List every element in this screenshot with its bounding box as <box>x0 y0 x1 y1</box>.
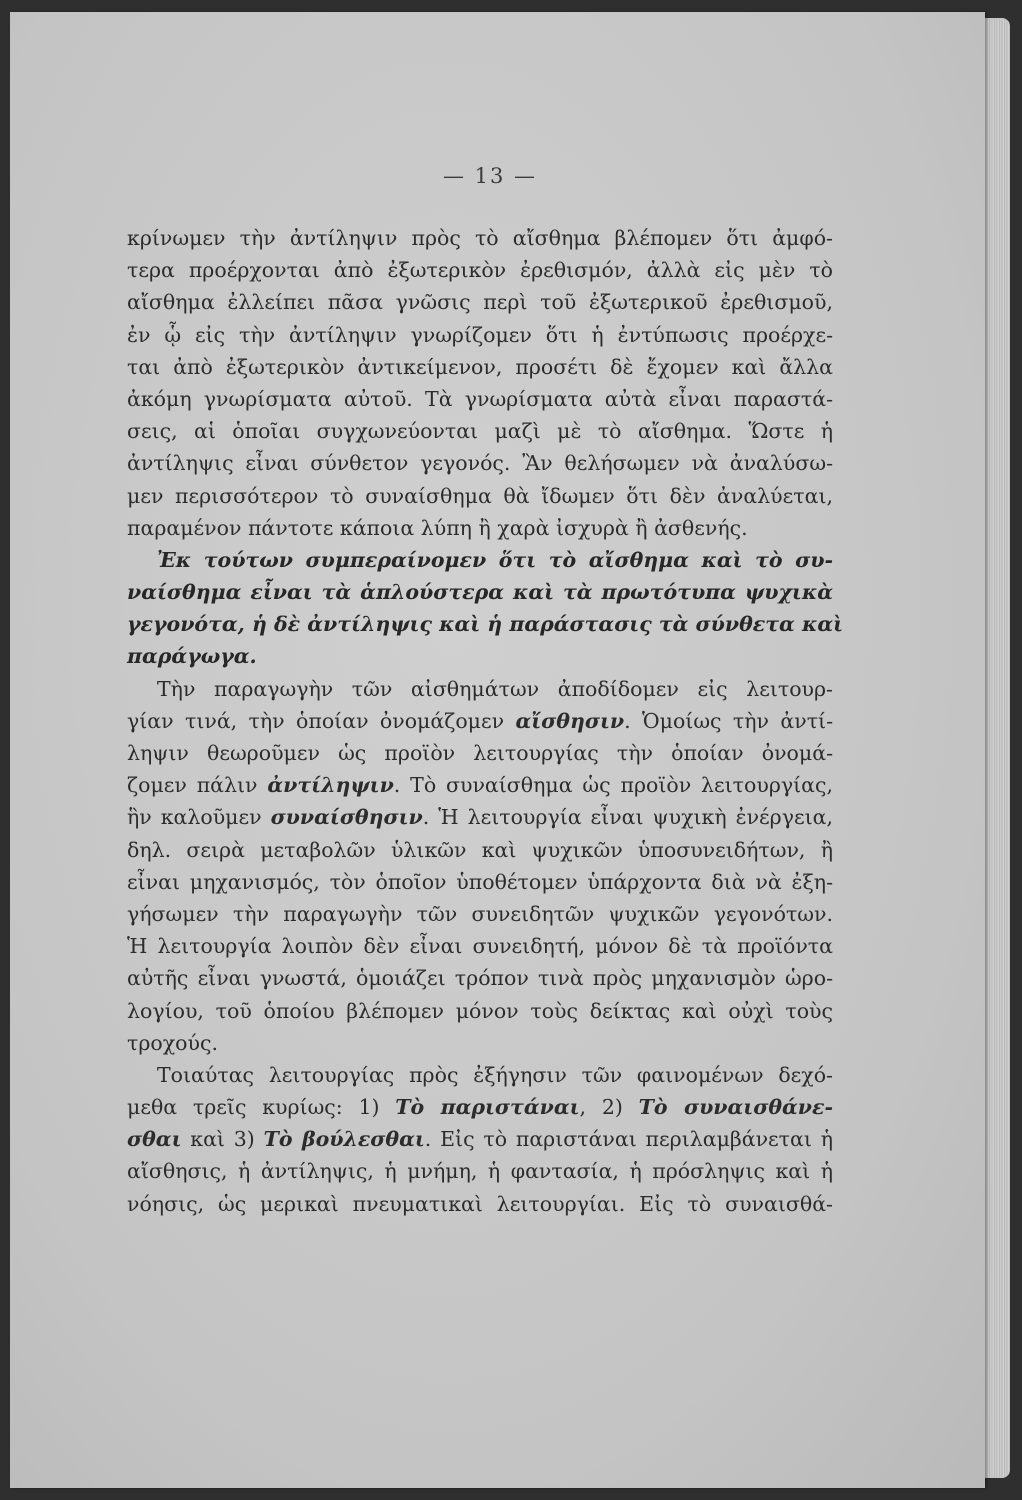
line-text: , 2) <box>579 1095 639 1120</box>
text-line <box>127 254 833 286</box>
text-line <box>127 1123 833 1155</box>
text-line <box>127 286 833 318</box>
line-text: Ἡ λειτουργία λοιπὸν δὲν εἶναι συνειδητή, μόνον δὲ τὰ προϊόντα <box>127 934 833 959</box>
text-line <box>127 930 833 962</box>
line-text: Ἐκ τούτων συμπεραίνομεν ὅτι τὸ αἴσθημα καὶ τὸ συ- <box>157 547 833 572</box>
line-text: κρίνωμεν τὴν ἀντίληψιν πρὸς τὸ αἴσθημα βλέπομεν ὅτι ἀμφό- <box>127 226 833 250</box>
line-text: ἀκόμη γνωρίσματα αὐτοῦ. Τὰ γνωρίσματα αὐτὰ εἶναι παραστά- <box>127 386 833 411</box>
text-line <box>127 576 833 608</box>
emphasized-term: συναίσθησιν <box>270 805 423 830</box>
text-line <box>127 1155 833 1187</box>
text-line <box>127 737 833 769</box>
line-text: τερα προέρχονται ἀπὸ ἐξωτερικὸν ἐρεθισμόν, ἀλλὰ εἰς μὲν τὸ <box>127 258 833 283</box>
line-text: παράγωγα. <box>127 644 257 669</box>
line-text: τροχούς. <box>127 1030 218 1055</box>
line-text: . Τὸ συναίσθημα ὡς προϊὸν λειτουργίας, <box>393 773 833 798</box>
line-text: παραμένον πάντοτε κάποια λύπη ἢ χαρὰ ἰσχυρὰ ἢ ἀσθενής. <box>127 515 748 540</box>
line-text: νόησις, ὡς μερικαὶ πνευματικαὶ λειτουργίαι. Εἰς τὸ συναισθά- <box>127 1191 833 1216</box>
line-text: ἣν καλοῦμεν <box>127 805 271 830</box>
text-line <box>127 1091 833 1123</box>
text-line <box>127 866 833 898</box>
line-text: . Ὁμοίως τὴν ἀντί- <box>624 708 834 733</box>
emphasized-term: Τὸ συναισθάνε- <box>638 1095 833 1120</box>
text-line <box>127 319 833 351</box>
line-text: ναίσθημα εἶναι τὰ ἁπλούστερα καὶ τὰ πρωτότυπα ψυχικὰ <box>127 580 833 605</box>
text-line <box>127 801 833 833</box>
emphasized-term: σθαι <box>127 1127 182 1152</box>
text-line <box>127 962 833 994</box>
text-line <box>127 480 833 512</box>
line-text: ἀντίληψις εἶναι σύνθετον γεγονός. Ἂν θελήσωμεν νὰ ἀναλύσω- <box>127 451 833 476</box>
text-line <box>127 898 833 930</box>
text-line <box>127 544 833 576</box>
line-text: ζομεν πάλιν <box>127 773 268 798</box>
line-text: αἴσθησις, ἡ ἀντίληψις, ἡ μνήμη, ἡ φαντασία, ἡ πρόσληψις καὶ ἡ <box>127 1159 833 1184</box>
line-text: δηλ. σειρὰ μεταβολῶν ὑλικῶν καὶ ψυχικῶν ὑποσυνειδήτων, ἢ <box>127 837 833 862</box>
line-text: καὶ 3) <box>181 1127 264 1152</box>
text-line <box>127 415 833 447</box>
line-text: γήσωμεν τὴν παραγωγὴν τῶν συνειδητῶν ψυχικῶν γεγονότων. <box>127 901 833 926</box>
text-line <box>127 769 833 801</box>
text-line <box>127 608 844 640</box>
text-line <box>127 1188 833 1220</box>
emphasized-term: αἴσθησιν <box>515 708 625 733</box>
line-text: ἐν ᾧ εἰς τὴν ἀντίληψιν γνωρίζομεν ὅτι ἡ ἐντύπωσις προέρχε- <box>127 322 833 347</box>
text-line <box>127 512 833 544</box>
text-line <box>127 447 833 479</box>
line-text: Τοιαύτας λειτουργίας πρὸς ἐξήγησιν τῶν φαινομένων δεχό- <box>157 1062 833 1087</box>
line-text: ληψιν θεωροῦμεν ὡς προϊὸν λειτουργίας τὴν ὁποίαν ὀνομά- <box>127 741 833 765</box>
line-text: αἴσθημα ἐλλείπει πᾶσα γνῶσις περὶ τοῦ ἐξωτερικοῦ ἐρεθισμοῦ, <box>127 290 833 315</box>
line-text: ται ἀπὸ ἐξωτερικὸν ἀντικείμενον, προσέτι δὲ ἔχομεν καὶ ἄλλα <box>127 354 833 379</box>
emphasized-term: ἀντίληψιν <box>267 773 394 798</box>
line-text: εἶναι μηχανισμός, τὸν ὁποῖον ὑποθέτομεν ὑπάρχοντα διὰ νὰ ἐξη- <box>127 869 833 894</box>
page-number: — 13 — <box>442 164 538 188</box>
emphasized-term: Τὸ παριστάναι <box>395 1095 580 1120</box>
text-line <box>127 222 833 254</box>
line-text: μεθα τρεῖς κυρίως: 1) <box>127 1095 396 1120</box>
line-text: . Ἡ λειτουργία εἶναι ψυχικὴ ἐνέργεια, <box>422 805 833 830</box>
line-text: γεγονότα, ἡ δὲ ἀντίληψις καὶ ἡ παράστασις τὰ σύνθετα καὶ <box>127 612 844 637</box>
text-line <box>127 351 833 383</box>
text-line <box>127 705 833 737</box>
line-text: γίαν τινά, τὴν ὁποίαν ὀνομάζομεν <box>127 708 516 733</box>
book-page <box>10 12 985 1488</box>
line-text: Τὴν παραγωγὴν τῶν αἰσθημάτων ἀποδίδομεν εἰς λειτουρ- <box>157 676 833 701</box>
emphasized-term: Τὸ βούλεσθαι <box>263 1127 425 1152</box>
text-line <box>127 995 833 1027</box>
text-line <box>127 1059 833 1091</box>
line-text: αὐτῆς εἶναι γνωστά, ὁμοιάζει τρόπον τινὰ πρὸς μηχανισμὸν ὡρο- <box>127 966 833 991</box>
text-line <box>127 834 833 866</box>
line-text: . Εἰς τὸ παριστάναι περιλαμβάνεται ἡ <box>424 1127 833 1152</box>
text-line <box>127 640 833 672</box>
text-line <box>127 383 833 415</box>
line-text: λογίου, τοῦ ὁποίου βλέπομεν μόνον τοὺς δείκτας καὶ οὐχὶ τοὺς <box>127 998 833 1023</box>
body-text <box>127 222 844 1220</box>
text-line <box>127 673 833 705</box>
line-text: μεν περισσότερον τὸ συναίσθημα θὰ ἴδωμεν ὅτι δὲν ἀναλύεται, <box>127 483 833 508</box>
line-text: σεις, αἱ ὁποῖαι συγχωνεύονται μαζὶ μὲ τὸ αἴσθημα. Ὥστε ἡ <box>127 419 833 444</box>
text-line <box>127 1027 833 1059</box>
